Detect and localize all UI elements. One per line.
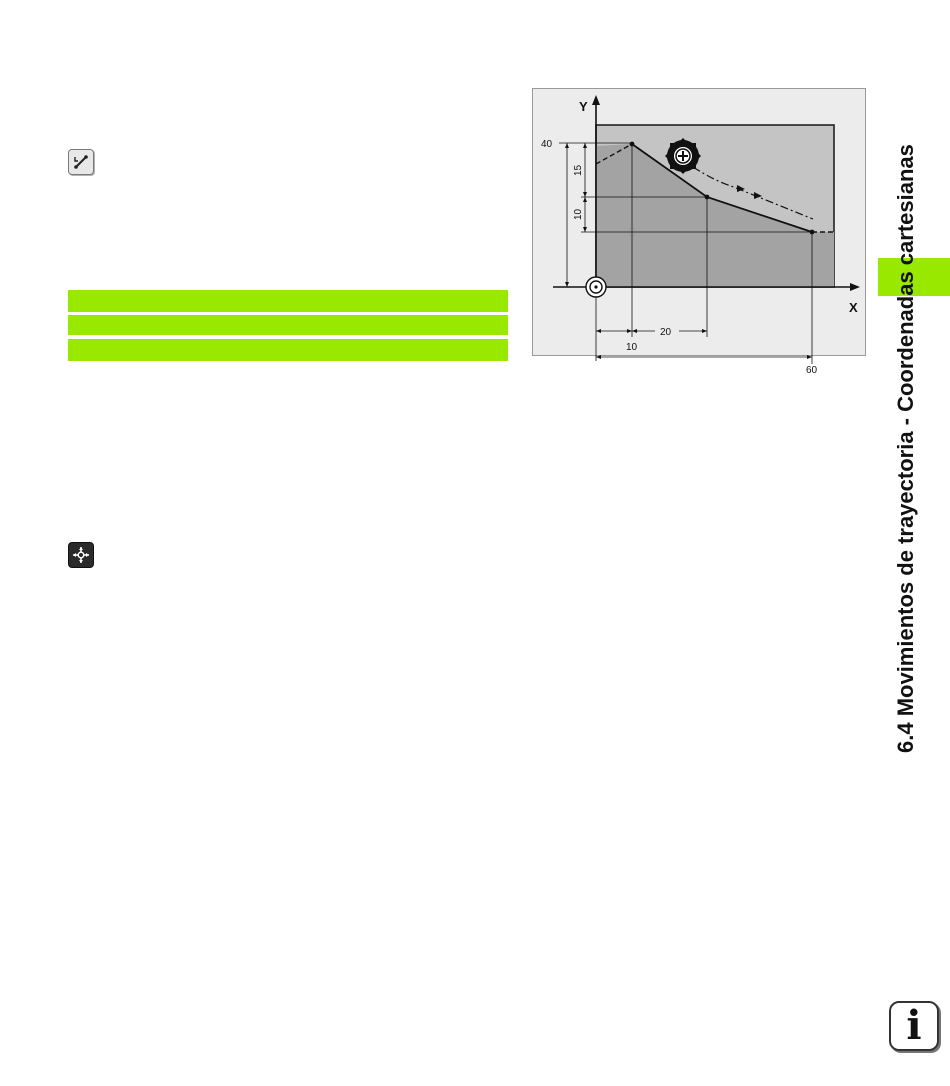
dim-label-10: 10: [573, 208, 584, 220]
dim-label-20: 20: [660, 327, 672, 338]
dim-label-40: 40: [541, 139, 553, 150]
dim-label-10-x: 10: [626, 342, 638, 353]
dim-label-60: 60: [806, 365, 818, 376]
line-key-icon: [68, 149, 94, 175]
origin-symbol-icon: [586, 277, 606, 297]
dim-label-15: 15: [573, 164, 584, 176]
table-header-bar: [68, 290, 508, 312]
info-icon: [889, 1001, 939, 1051]
x-axis-label: X: [849, 300, 858, 315]
info-glyph: i: [906, 1002, 922, 1049]
circle-center-key-icon: [68, 542, 94, 568]
table-row-bar: [68, 339, 508, 361]
contour-figure: [532, 88, 866, 376]
section-title: 6.4 Movimientos de trayectoria - Coordenadas cartesianas: [893, 144, 918, 753]
y-axis-label: Y: [579, 99, 588, 114]
milling-cutter-icon: [665, 138, 701, 174]
table-row-bar: [68, 315, 508, 335]
